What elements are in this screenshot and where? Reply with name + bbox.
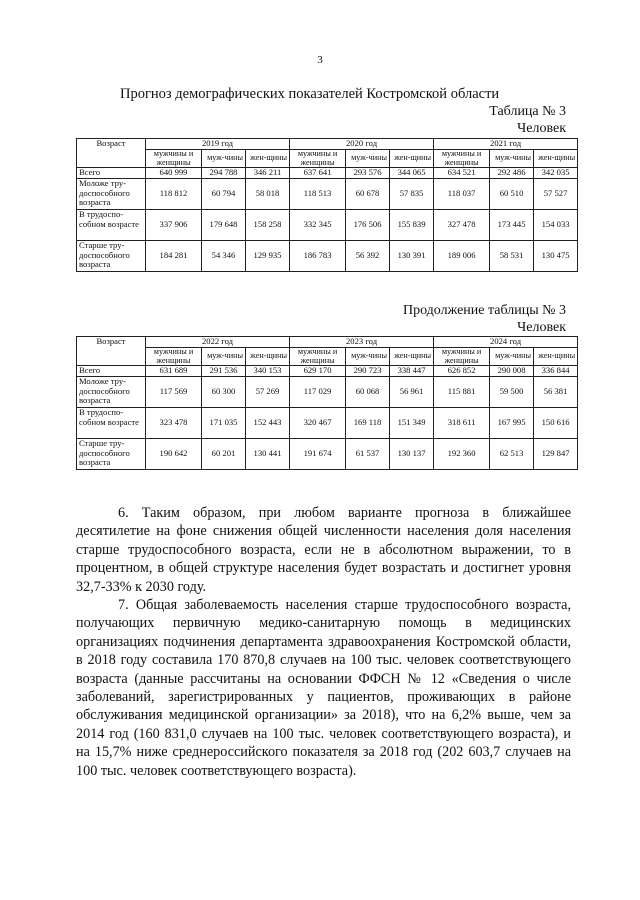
table-cell: 60 794 — [202, 179, 246, 210]
table1 — [76, 138, 578, 272]
table-cell: 129 847 — [534, 439, 578, 470]
table-cell: 56 392 — [346, 241, 390, 272]
table-cell: 626 852 — [434, 366, 490, 377]
table1-caption: Таблица № 3 — [489, 104, 566, 119]
table-cell: 320 467 — [290, 408, 346, 439]
table-cell: 158 258 — [246, 210, 290, 241]
row-label: Моложе тру-доспособного возраста — [77, 179, 146, 210]
table2-year: 2023 год — [290, 337, 434, 348]
table-cell: 117 029 — [290, 377, 346, 408]
body-text — [76, 504, 571, 780]
table-cell: 169 118 — [346, 408, 390, 439]
table-cell: 58 531 — [490, 241, 534, 272]
page-number: 3 — [317, 54, 323, 66]
table2-subheader: жен-щины — [534, 348, 578, 366]
table-cell: 640 999 — [146, 168, 202, 179]
table-cell: 189 006 — [434, 241, 490, 272]
table1-age-header: Возраст — [77, 139, 146, 168]
table-cell: 637 641 — [290, 168, 346, 179]
paragraph-6: 6. Таким образом, при любом варианте прогноза в ближайшее десятилетие на фоне снижения общей численности населения доля населения старше трудоспособного возраста, если не в абсолютном выражении, то в процентном, в общей структуре населения будет возрастать и достигнет уровня 32,7-33% к 2030 году. — [76, 505, 571, 595]
table2-subheader: жен-щины — [246, 348, 290, 366]
table-cell: 129 935 — [246, 241, 290, 272]
table-cell: 323 478 — [146, 408, 202, 439]
table1-subheader: мужчины и женщины — [290, 150, 346, 168]
row-label: Моложе тру-доспособного возраста — [77, 377, 146, 408]
table-cell: 54 346 — [202, 241, 246, 272]
table-cell: 186 783 — [290, 241, 346, 272]
row-label: Старше тру-доспособного возраста — [77, 241, 146, 272]
table-cell: 291 536 — [202, 366, 246, 377]
table-cell: 151 349 — [390, 408, 434, 439]
table-cell: 327 478 — [434, 210, 490, 241]
table-cell: 61 537 — [346, 439, 390, 470]
table-row — [77, 377, 578, 408]
row-label: В трудоспо-собном возрасте — [77, 210, 146, 241]
table-cell: 337 906 — [146, 210, 202, 241]
table-cell: 631 689 — [146, 366, 202, 377]
table-cell: 60 510 — [490, 179, 534, 210]
table-cell: 57 269 — [246, 377, 290, 408]
table-cell: 318 611 — [434, 408, 490, 439]
table2-subheader: мужчины и женщины — [290, 348, 346, 366]
table-cell: 342 035 — [534, 168, 578, 179]
document-title: Прогноз демографических показателей Костромской области — [120, 86, 500, 102]
table1-subheader: жен-щины — [534, 150, 578, 168]
table-cell: 340 153 — [246, 366, 290, 377]
row-label: Всего — [77, 366, 146, 377]
table1-subheader: муж-чины — [490, 150, 534, 168]
table-cell: 57 527 — [534, 179, 578, 210]
table-cell: 117 569 — [146, 377, 202, 408]
table-cell: 167 995 — [490, 408, 534, 439]
table-cell: 58 018 — [246, 179, 290, 210]
table-cell: 130 391 — [390, 241, 434, 272]
table-cell: 346 211 — [246, 168, 290, 179]
table-row — [77, 439, 578, 470]
table-cell: 154 033 — [534, 210, 578, 241]
table-cell: 634 521 — [434, 168, 490, 179]
table-cell: 293 576 — [346, 168, 390, 179]
table-cell: 344 065 — [390, 168, 434, 179]
table1-subheader: жен-щины — [390, 150, 434, 168]
table-cell: 184 281 — [146, 241, 202, 272]
table-cell: 190 642 — [146, 439, 202, 470]
table-cell: 192 360 — [434, 439, 490, 470]
row-label: В трудоспо-собном возрасте — [77, 408, 146, 439]
table2-year: 2024 год — [434, 337, 578, 348]
table-cell: 629 170 — [290, 366, 346, 377]
table1-subheader: жен-щины — [246, 150, 290, 168]
table-cell: 60 300 — [202, 377, 246, 408]
table-cell: 332 345 — [290, 210, 346, 241]
table1-year: 2020 год — [290, 139, 434, 150]
table-cell: 130 475 — [534, 241, 578, 272]
table2-caption: Продолжение таблицы № 3 — [402, 303, 566, 318]
table-cell: 57 835 — [390, 179, 434, 210]
table2-unit: Человек — [517, 320, 566, 335]
table1-unit: Человек — [517, 121, 566, 136]
table2-subheader: мужчины и женщины — [146, 348, 202, 366]
table-row — [77, 241, 578, 272]
table-cell: 130 441 — [246, 439, 290, 470]
table2-age-header: Возраст — [77, 337, 146, 366]
table-cell: 338 447 — [390, 366, 434, 377]
table1-subheader: муж-чины — [346, 150, 390, 168]
table-cell: 290 723 — [346, 366, 390, 377]
table2-subheader: муж-чины — [202, 348, 246, 366]
table-cell: 118 513 — [290, 179, 346, 210]
table-cell: 150 616 — [534, 408, 578, 439]
table-cell: 176 506 — [346, 210, 390, 241]
table-cell: 173 445 — [490, 210, 534, 241]
table-row — [77, 366, 578, 377]
table-cell: 290 008 — [490, 366, 534, 377]
table-cell: 60 068 — [346, 377, 390, 408]
table2-year: 2022 год — [146, 337, 290, 348]
table-cell: 59 500 — [490, 377, 534, 408]
table1-year: 2021 год — [434, 139, 578, 150]
table1-year: 2019 год — [146, 139, 290, 150]
paragraph-7: 7. Общая заболеваемость населения старше трудоспособного возраста, получающих первичную медико-санитарную помощь в медицинских организациях подчинения департамента здравоохранения Костромской области, в 2018 году составила 170 870,8 случаев на 100 тыс. человек соответствующего возраста (данные рассчитаны на основании ФФСН № 12 «Сведения о числе заболеваний, зарегистрированных у пациентов, проживающих в районе обслуживания медицинской организации» за 2018), что на 6,2% выше, чем за 2014 год (160 831,0 случаев на 100 тыс. человек соответствующего возраста), и на 15,7% ниже среднероссийского показателя за 2018 год (202 603,7 случаев на 100 тыс. человек соответствующего возраста). — [76, 597, 571, 779]
table-row — [77, 408, 578, 439]
table-cell: 191 674 — [290, 439, 346, 470]
table-cell: 118 037 — [434, 179, 490, 210]
row-label: Всего — [77, 168, 146, 179]
table1-subheader: муж-чины — [202, 150, 246, 168]
table-cell: 130 137 — [390, 439, 434, 470]
table-row — [77, 210, 578, 241]
table-cell: 56 381 — [534, 377, 578, 408]
table-cell: 60 678 — [346, 179, 390, 210]
table-row — [77, 168, 578, 179]
table-cell: 56 961 — [390, 377, 434, 408]
table-cell: 62 513 — [490, 439, 534, 470]
table-cell: 292 486 — [490, 168, 534, 179]
table2-subheader: муж-чины — [346, 348, 390, 366]
row-label: Старше тру-доспособного возраста — [77, 439, 146, 470]
table-cell: 118 812 — [146, 179, 202, 210]
table2-subheader: мужчины и женщины — [434, 348, 490, 366]
table-cell: 179 648 — [202, 210, 246, 241]
table-cell: 294 788 — [202, 168, 246, 179]
table-cell: 60 201 — [202, 439, 246, 470]
table2-subheader: муж-чины — [490, 348, 534, 366]
table-cell: 171 035 — [202, 408, 246, 439]
table2-subheader: жен-щины — [390, 348, 434, 366]
table1-subheader: мужчины и женщины — [146, 150, 202, 168]
table2 — [76, 336, 578, 470]
table-cell: 115 881 — [434, 377, 490, 408]
table-row — [77, 179, 578, 210]
table-cell: 152 443 — [246, 408, 290, 439]
table-cell: 336 844 — [534, 366, 578, 377]
table-cell: 155 839 — [390, 210, 434, 241]
table1-subheader: мужчины и женщины — [434, 150, 490, 168]
